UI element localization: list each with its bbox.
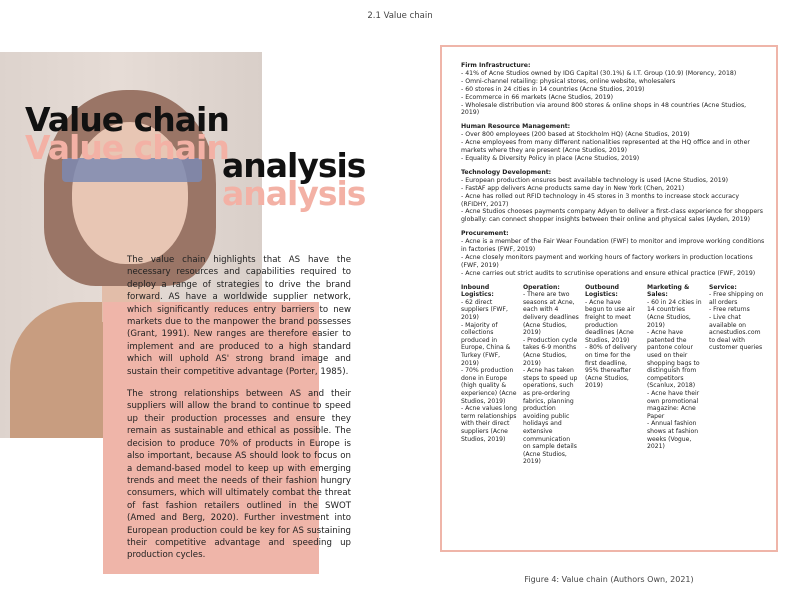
title-line2: analysis [222,146,366,185]
block-heading: Technology Development: [461,168,552,176]
column-heading: Inbound Logistics: [461,283,494,299]
column-line: - Acne values long term relationships with their direct suppliers (Acne Studios, 2019) [461,405,518,443]
outbound-logistics-column [585,284,641,466]
marketing-sales-column [647,284,703,466]
block-line: - Wholesale distribution via around 800 stores & online shops in 48 countries (Acne Studios, 2019) [461,101,747,117]
value-chain-card [440,45,778,552]
block-line: - Omni-channel retailing: physical stores, online website, wholesalers [461,77,676,85]
block-line: - Acne closely monitors payment and working hours of factory workers in production locations (FWF, 2019) [461,253,753,269]
section-label: 2.1 Value chain [367,11,433,21]
procurement-block [461,230,765,277]
column-line: - Acne has taken steps to speed up operations, such as pre-ordering fabrics, planning production avoiding public holidays and extensive communication on sample details (Acne Studios, 2019) [523,367,578,466]
block-heading: Human Resource Management: [461,123,571,131]
title-line1: Value chain [25,100,229,139]
block-line: - Acne Studios chooses payments company Adyen to deliver a first-class experience for shoppers globally: can connect shopper insights between their online and physical sales (Ayden, 2019) [461,208,763,224]
primary-activities [461,284,765,466]
column-heading: Operation: [523,283,560,291]
body-text [127,254,351,572]
operation-column [523,284,579,466]
figure-caption: Figure 4: Value chain (Authors Own, 2021) [524,575,694,584]
column-line: - Acne have begun to use air freight to meet production deadlines (Acne Studios, 2019) [585,298,635,344]
column-line: - 70% production done in Europe (high quality & experience) (Acne Studios, 2019) [461,367,517,405]
column-line: - There are two seasons at Acne, each with 4 delivery deadlines (Acne Studios, 2019) [523,291,579,337]
value-chain-content [461,62,765,466]
column-line: - Acne have patented the pantone colour used on their shopping bags to distinguish from competitors (Scanlux, 2018) [647,329,700,390]
column-heading: Service: [709,283,737,291]
column-line: - Production cycle takes 6-9 months (Acne Studios, 2019) [523,336,578,367]
column-line: - Live chat available on acnestudios.com to deal with customer queries [709,314,763,352]
block-line: - 60 stores in 24 cities in 14 countries (Acne Studios, 2019) [461,85,645,93]
block-heading: Procurement: [461,230,509,238]
block-line: - Acne is a member of the Fair Wear Foundation (FWF) to monitor and improve working conditions in factories (FWF, 2019) [461,238,765,254]
service-column [709,284,765,466]
column-heading: Marketing & Sales: [647,283,690,299]
column-line: - Acne have their own promotional magazine: Acne Paper [647,389,700,420]
column-line: - 60 in 24 cities in 14 countries (Acne Studios, 2019) [647,298,702,329]
column-line: - Free shipping on all orders [709,291,764,306]
block-line: - FastAF app delivers Acne products same day in New York (Chen, 2021) [461,184,685,192]
column-line: - 80% of delivery on time for the first deadline, 95% thereafter (Acne Studios, 2019) [585,344,637,390]
block-heading: Firm Infrastructure: [461,62,531,69]
block-line: - Equality & Diversity Policy in place (Acne Studios, 2019) [461,154,640,162]
column-line: - Majority of collections produced in Europe, China & Turkey (FWF, 2019) [461,321,511,367]
block-line: - Acne employees from many different nationalities represented at the HQ office and in other markets where they are present (Acne Studios, 2019) [461,139,750,155]
hrm-block [461,123,765,163]
block-line: - Acne has rolled out RFID technology in 45 stores in 3 months to increase stock accuracy (RFIDHY, 2017) [461,192,740,208]
firm-infrastructure-block [461,62,765,117]
title-line2-shadow: analysis [222,174,366,213]
block-line: - European production ensures best available technology is used (Acne Studios, 2019) [461,176,729,184]
column-heading: Outbound Logistics: [585,283,620,299]
block-line: - Over 800 employees (200 based at Stockholm HQ) (Acne Studios, 2019) [461,131,690,139]
body-paragraph-1: The value chain highlights that AS have the necessary resources and capabilities required to deploy a range of strategies to drive the brand forward. AS have a worldwide supplier network, which significantly reduces entry barriers to new markets due to the manpower the brand possesses (Grant, 1991). New ranges are therefore easier to implement and are produced to a high standard which will uphold AS' strong brand image and sustain their competitive advantage (Porter, 1985). [127,255,351,377]
column-line: - Annual fashion shows at fashion weeks (Vogue, 2021) [647,420,699,451]
body-paragraph-2: The strong relationships between AS and their suppliers will allow the brand to continue to speed up their production processes and ensure they remain as sustainable and ethical as possible. The decision to produce 70% of products in Europe is also important, because AS should look to focus on a demand-based model to keep up with emerging trends and meet the needs of their fashion hungry consumers, which will ultimately combat the threat of fast fashion retailers outlined in the SWOT (Amed and Berg, 2020). Further investment into European production could be key for AS sustaining their competitive advantage and speeding up production cycles. [127,389,351,561]
block-line: - 41% of Acne Studios owned by IDG Capital (30.1%) & I.T. Group (10.9) (Morency, 2018) [461,69,737,77]
inbound-logistics-column [461,284,517,466]
technology-block [461,169,765,224]
block-line: - Ecommerce in 66 markets (Acne Studios, 2019) [461,93,613,101]
title-line1-shadow: Value chain [25,128,229,167]
column-line: - 62 direct suppliers (FWF, 2019) [461,298,508,322]
block-line: - Acne carries out strict audits to scrutinise operations and ensure ethical practice (FWF, 2019) [461,269,756,277]
column-line: - Free returns [709,306,750,314]
